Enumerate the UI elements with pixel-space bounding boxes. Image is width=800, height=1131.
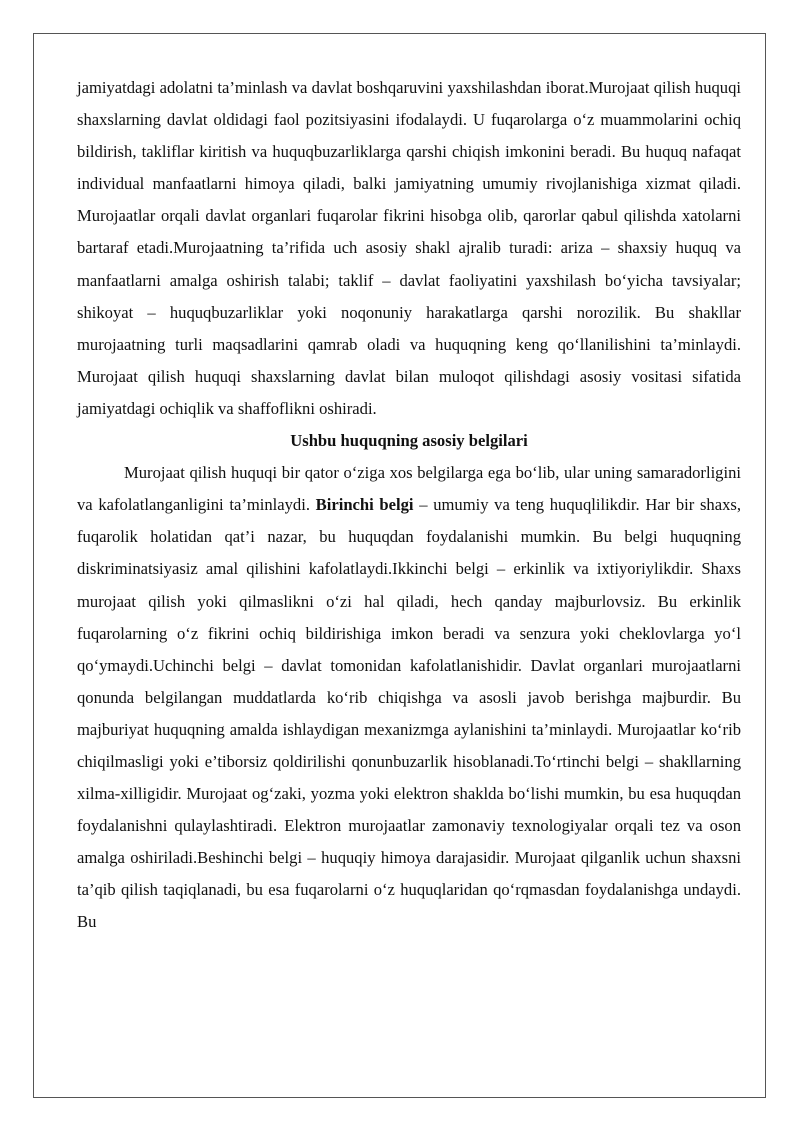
paragraph-text-rest: – umumiy va teng huquqlilikdir. Har bir shaxs, fuqarolik holatidan qat’i nazar, bu huquqdan foydalanishi mumkin. Bu belgi huquqning diskriminatsiyasiz amal qilishini kafolatlaydi.Ikkinchi belgi – erkinlik va ixtiyoriylikdir. Shaxs murojaat qilish yoki qilmaslikni o‘zi hal qiladi, hech qanday majburlovsiz. Bu erkinlik fuqarolarning o‘z fikrini ochiq bildirishiga imkon beradi va senzura yoki cheklovlarga yo‘l qo‘ymaydi.Uchinchi belgi – davlat tomonidan kafolatlanishidir. Davlat organlari murojaatlarni qonunda belgilangan muddatlarda ko‘rib chiqishga va asosli javob berishga majburdir. Bu majburiyat huquqning amalda ishlaydigan mexanizmga aylanishini ta’minlaydi. Murojaatlar ko‘rib chiqilmasligi yoki e’tiborsiz qoldirilishi qonunbuzarlik hisoblanadi.To‘rtinchi belgi – shakllarning xilma-xilligidir. Murojaat og‘zaki, yozma yoki elektron shaklda bo‘lishi mumkin, bu esa huquqdan foydalanishni qulaylashtiradi. Elektron murojaatlar zamonaviy texnologiyalar orqali tez va oson amalga oshiriladi.Beshinchi belgi – huquqiy himoya darajasidir. Murojaat qilganlik uchun shaxsni ta’qib qilish taqiqlanadi, bu esa fuqarolarni o‘z huquqlaridan qo‘rqmasdan foydalanishga undaydi. Bu [77,495,741,932]
body-paragraph-intro: jamiyatdagi adolatni ta’minlash va davlat boshqaruvini yaxshilashdan iborat.Murojaat qilish huquqi shaxslarning davlat oldidagi faol pozitsiyasini ifodalaydi. U fuqarolarga o‘z muammolarini ochiq bildirish, takliflar kiritish va huquqbuzarliklarga qarshi chiqish imkonini beradi. Bu huquq nafaqat individual manfaatlarni himoya qiladi, balki jamiyatning umumiy rivojlanishiga xizmat qiladi. Murojaatlar orqali davlat organlari fuqarolar fikrini hisobga olib, qarorlar qabul qilishda xatolarni bartaraf etadi.Murojaatning ta’rifida uch asosiy shakl ajralib turadi: ariza – shaxsiy huquq va manfaatlarni amalga oshirish talabi; taklif – davlat faoliyatini yaxshilash bo‘yicha tavsiyalar; shikoyat – huquqbuzarliklar yoki noqonuniy harakatlarga qarshi norozilik. Bu shakllar murojaatning turli maqsadlarini qamrab oladi va huquqning keng qo‘llanilishini ta’minlaydi. Murojaat qilish huquqi shaxslarning davlat bilan muloqot qilishdagi asosiy vositasi sifatida jamiyatdagi ochiqlik va shaffoflikni oshiradi. [77,78,741,418]
bold-term-first-feature: Birinchi belgi [315,495,414,515]
body-paragraph-features [77,457,741,938]
section-heading: Ushbu huquqning asosiy belgilari [290,431,528,451]
document-body [77,72,741,939]
paragraph-text-start: Murojaat qilish huquqi bir qator o‘ziga xos belgilarga ega bo‘lib, ular uning samaradorligini va kafolatlanganligini ta’minlaydi. [77,463,741,515]
